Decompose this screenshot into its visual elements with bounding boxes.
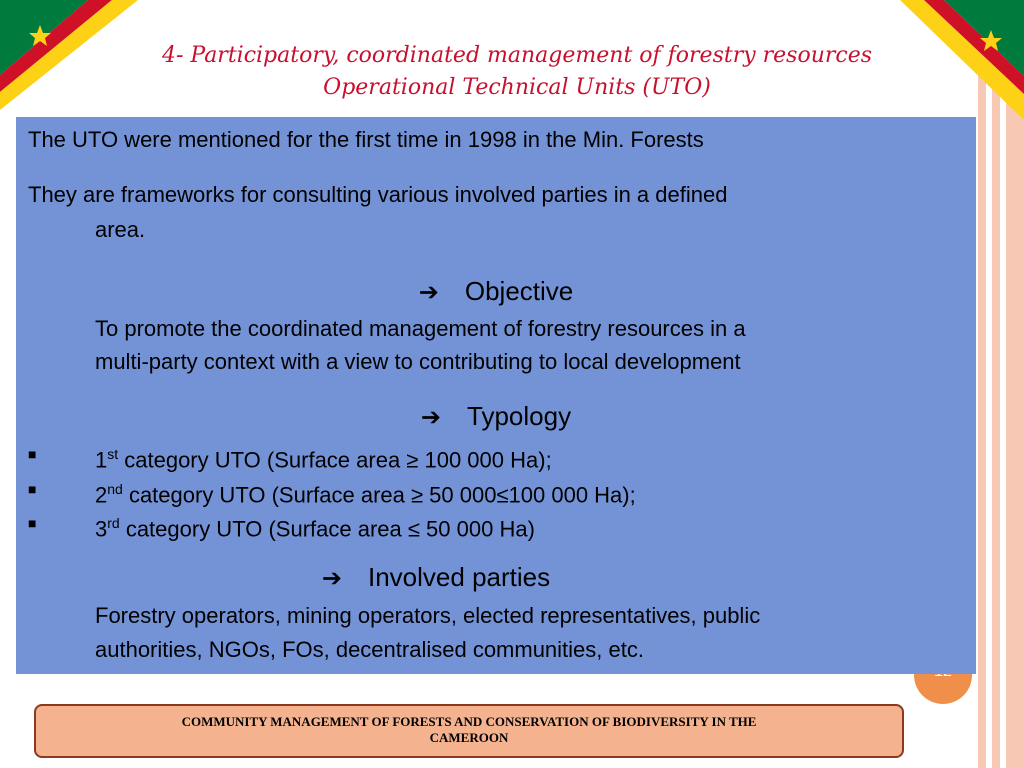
- square-bullet-icon: ■: [28, 515, 37, 531]
- arrow-icon: ➔: [321, 565, 342, 592]
- arrow-icon: ➔: [420, 404, 442, 431]
- objective-text-line2: multi-party context with a view to contributing to local development: [95, 349, 741, 374]
- arrow-icon: ➔: [418, 279, 439, 306]
- objective-text-line1: To promote the coordinated management of forestry resources in a: [95, 316, 746, 341]
- slide-title: [40, 40, 994, 104]
- footer-banner: [34, 704, 904, 758]
- square-bullet-icon: ■: [28, 446, 37, 462]
- typology-item-1: 1st category UTO (Surface area ≥ 100 000 Ha);: [95, 446, 552, 473]
- involved-parties-line2: authorities, NGOs, FOs, decentralised communities, etc.: [95, 637, 644, 662]
- frameworks-paragraph-cont: area.: [95, 217, 146, 242]
- slide-title-line1: 4- Participatory, coordinated management of forestry resources: [161, 43, 873, 68]
- content-box: [16, 117, 976, 674]
- footer-text-line1: COMMUNITY MANAGEMENT OF FORESTS AND CONSERVATION OF BIODIVERSITY IN THE: [181, 714, 757, 729]
- slide-title-line2: Operational Technical Units (UTO): [323, 75, 711, 100]
- footer-text: [36, 714, 902, 746]
- typology-heading: [16, 399, 976, 435]
- intro-paragraph: The UTO were mentioned for the first time in 1998 in the Min. Forests: [28, 127, 704, 152]
- involved-parties-line1: Forestry operators, mining operators, elected representatives, public: [95, 603, 761, 628]
- typology-item-2: 2nd category UTO (Surface area ≥ 50 000≤100 000 Ha);: [95, 481, 636, 508]
- typology-item-3: 3rd category UTO (Surface area ≤ 50 000 Ha): [95, 515, 535, 542]
- square-bullet-icon: ■: [28, 481, 37, 497]
- objective-heading-text: Objective: [464, 276, 574, 306]
- involved-parties-heading-text: Involved parties: [368, 562, 551, 592]
- involved-parties-heading: [0, 560, 916, 596]
- frameworks-paragraph: They are frameworks for consulting various involved parties in a defined: [28, 182, 728, 207]
- footer-text-line2: CAMEROON: [429, 730, 509, 745]
- objective-heading: [16, 274, 976, 310]
- typology-heading-text: Typology: [467, 401, 572, 431]
